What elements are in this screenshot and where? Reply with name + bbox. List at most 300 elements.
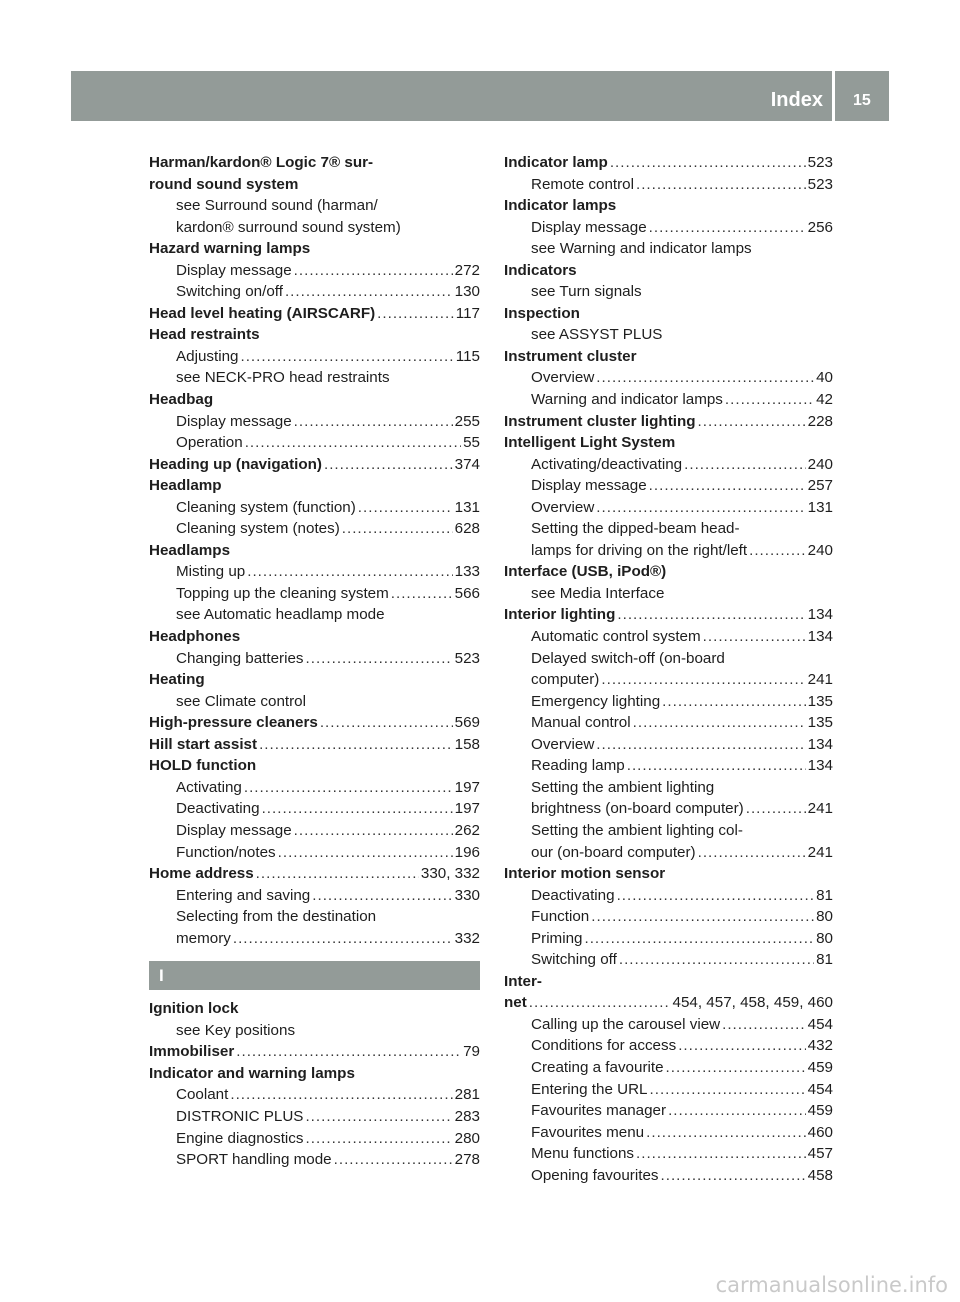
- entry-label: Activating/deactivating: [531, 455, 683, 473]
- index-subentry: [149, 497, 480, 519]
- entry-label: Interior motion sensor: [504, 865, 666, 883]
- index-entry: [504, 992, 833, 1014]
- entry-label: Entering the URL: [531, 1080, 648, 1098]
- index-subentry: [504, 712, 833, 734]
- index-entry: [149, 303, 480, 325]
- page-reference[interactable]: 278: [454, 1151, 480, 1169]
- page-reference[interactable]: 79: [463, 1043, 480, 1061]
- leader-dots: [334, 1149, 453, 1171]
- page-reference[interactable]: 523: [454, 649, 480, 667]
- leader-dots: [391, 583, 453, 605]
- entry-label: computer): [531, 671, 600, 689]
- entry-label: Adjusting: [176, 347, 239, 365]
- leader-dots: [610, 152, 806, 174]
- entry-label: Heating: [149, 671, 205, 689]
- entry-label: Head level heating (AIRSCARF): [149, 304, 376, 322]
- page-reference[interactable]: 566: [454, 584, 480, 602]
- index-subentry: [504, 755, 833, 777]
- entry-label: Display message: [531, 477, 647, 495]
- page-reference[interactable]: 158: [454, 735, 480, 753]
- leader-dots: [236, 1041, 461, 1063]
- index-subentry: [149, 432, 480, 454]
- leader-dots: [244, 777, 453, 799]
- index-subentry: [149, 604, 480, 626]
- index-subentry: [149, 648, 480, 670]
- leader-dots: [294, 820, 453, 842]
- page-reference[interactable]: 283: [454, 1107, 480, 1125]
- leader-dots: [636, 1143, 806, 1165]
- page-reference[interactable]: 330, 332: [420, 865, 480, 883]
- entry-label: Calling up the carousel view: [531, 1015, 721, 1033]
- index-subentry: [149, 885, 480, 907]
- entry-label: Overview: [531, 369, 595, 387]
- entry-label: Emergency lighting: [531, 692, 661, 710]
- entry-label: Entering and saving: [176, 886, 311, 904]
- entry-label: Setting the ambient lighting col-: [531, 821, 743, 839]
- index-subentry: [504, 885, 833, 907]
- index-subentry: [149, 411, 480, 433]
- entry-label: see Media Interface: [531, 584, 665, 602]
- leader-dots: [247, 561, 452, 583]
- page-reference[interactable]: 241: [807, 843, 833, 861]
- page-reference[interactable]: 240: [807, 541, 833, 559]
- index-entry: [504, 303, 833, 325]
- entry-label: Changing batteries: [176, 649, 304, 667]
- index-entry: [149, 152, 480, 174]
- page-reference[interactable]: 134: [807, 735, 833, 753]
- leader-dots: [725, 389, 814, 411]
- entry-label: Display message: [176, 412, 292, 430]
- index-entry: [504, 346, 833, 368]
- page-reference[interactable]: 228: [807, 412, 833, 430]
- index-entry: [504, 152, 833, 174]
- page-reference[interactable]: 133: [454, 563, 480, 581]
- page-reference[interactable]: 240: [807, 455, 833, 473]
- index-subentry: [504, 798, 833, 820]
- entry-label: High-pressure cleaners: [149, 714, 318, 732]
- leader-dots: [596, 367, 814, 389]
- leader-dots: [240, 346, 453, 368]
- index-subentry: [149, 281, 480, 303]
- page-reference[interactable]: 432: [807, 1037, 833, 1055]
- index-subentry: [504, 1100, 833, 1122]
- index-subentry: [149, 1128, 480, 1150]
- index-subentry: [149, 1106, 480, 1128]
- entry-label: Opening favourites: [531, 1166, 659, 1184]
- page-reference[interactable]: 332: [454, 929, 480, 947]
- entry-label: see ASSYST PLUS: [531, 326, 663, 344]
- leader-dots: [591, 906, 814, 928]
- index-entry: [504, 561, 833, 583]
- index-subentry: [149, 583, 480, 605]
- index-subentry: [504, 949, 833, 971]
- entry-label: Reading lamp: [531, 757, 625, 775]
- leader-dots: [377, 303, 454, 325]
- leader-dots: [262, 798, 453, 820]
- leader-dots: [305, 1106, 452, 1128]
- page-reference[interactable]: 134: [807, 628, 833, 646]
- index-subentry: [149, 842, 480, 864]
- entry-label: Function/notes: [176, 843, 276, 861]
- page-reference[interactable]: 454: [807, 1080, 833, 1098]
- leader-dots: [722, 1014, 806, 1036]
- entry-label: see Turn signals: [531, 283, 642, 301]
- index-subentry: [504, 217, 833, 239]
- page-reference[interactable]: 569: [454, 714, 480, 732]
- index-entry: [149, 475, 480, 497]
- entry-label: Instrument cluster: [504, 347, 637, 365]
- entry-label: Manual control: [531, 714, 631, 732]
- index-subentry: [149, 518, 480, 540]
- index-subentry: [149, 260, 480, 282]
- leader-dots: [627, 755, 806, 777]
- entry-label: Remote control: [531, 175, 634, 193]
- entry-label: see Key positions: [176, 1021, 296, 1039]
- index-entry: [149, 324, 480, 346]
- entry-label: Immobiliser: [149, 1043, 235, 1061]
- index-column-left: [149, 152, 480, 1171]
- index-entry: [149, 540, 480, 562]
- entry-label: Setting the dipped-beam head-: [531, 520, 740, 538]
- leader-dots: [650, 1079, 806, 1101]
- leader-dots: [698, 842, 806, 864]
- entry-label: Display message: [176, 261, 292, 279]
- leader-dots: [617, 604, 805, 626]
- index-subentry: [149, 217, 480, 239]
- index-entry: [149, 238, 480, 260]
- leader-dots: [661, 1165, 806, 1187]
- index-subentry: [149, 1020, 480, 1042]
- index-entry: [149, 174, 480, 196]
- index-subentry: [149, 798, 480, 820]
- index-subentry: [504, 1122, 833, 1144]
- index-entry: [149, 389, 480, 411]
- leader-dots: [746, 798, 806, 820]
- index-subentry: [149, 561, 480, 583]
- entry-label: Automatic control system: [531, 628, 701, 646]
- index-entry: [504, 863, 833, 885]
- index-subentry: [504, 389, 833, 411]
- entry-label: Indicator lamps: [504, 197, 617, 215]
- leader-dots: [596, 497, 805, 519]
- leader-dots: [646, 1122, 806, 1144]
- index-subentry: [504, 820, 833, 842]
- entry-label: Interface (USB, iPod®): [504, 563, 667, 581]
- entry-label: brightness (on-board computer): [531, 800, 744, 818]
- index-subentry: [149, 1149, 480, 1171]
- leader-dots: [649, 475, 806, 497]
- page-reference[interactable]: 459: [807, 1058, 833, 1076]
- page-reference[interactable]: 40: [816, 369, 833, 387]
- entry-label: Indicators: [504, 261, 577, 279]
- leader-dots: [230, 1084, 452, 1106]
- index-subentry: [504, 367, 833, 389]
- entry-label: see Warning and indicator lamps: [531, 240, 752, 258]
- page-reference[interactable]: 628: [454, 520, 480, 538]
- page-reference[interactable]: 197: [454, 778, 480, 796]
- page-reference[interactable]: 81: [816, 951, 833, 969]
- leader-dots: [256, 863, 419, 885]
- page-reference[interactable]: 241: [807, 800, 833, 818]
- entry-label: Intelligent Light System: [504, 434, 676, 452]
- index-entry: [149, 669, 480, 691]
- index-entry: [504, 971, 833, 993]
- page-reference[interactable]: 55: [463, 434, 480, 452]
- entry-label: Operation: [176, 434, 243, 452]
- leader-dots: [698, 411, 806, 433]
- entry-label: Instrument cluster lighting: [504, 412, 696, 430]
- index-subentry: [504, 906, 833, 928]
- index-entry: [504, 260, 833, 282]
- index-subentry: [504, 691, 833, 713]
- leader-dots: [584, 928, 814, 950]
- page-reference[interactable]: 374: [454, 455, 480, 473]
- entry-label: Conditions for access: [531, 1037, 677, 1055]
- index-subentry: [504, 1079, 833, 1101]
- leader-dots: [617, 885, 815, 907]
- leader-dots: [633, 712, 806, 734]
- entry-label: Indicator and warning lamps: [149, 1064, 355, 1082]
- entry-label: Headlamps: [149, 541, 231, 559]
- page-reference[interactable]: 115: [455, 347, 480, 365]
- leader-dots: [285, 281, 453, 303]
- leader-dots: [312, 885, 452, 907]
- index-subentry: [149, 906, 480, 928]
- entry-label: Misting up: [176, 563, 246, 581]
- index-subentry: [504, 626, 833, 648]
- index-subentry: [504, 281, 833, 303]
- leader-dots: [601, 669, 805, 691]
- index-entry: [149, 998, 480, 1020]
- page-reference[interactable]: 272: [454, 261, 480, 279]
- leader-dots: [306, 1128, 453, 1150]
- entry-label: Headbag: [149, 391, 214, 409]
- page-reference[interactable]: 196: [454, 843, 480, 861]
- index-entry: [149, 755, 480, 777]
- entry-label: Heading up (navigation): [149, 455, 322, 473]
- entry-label: lamps for driving on the right/left: [531, 541, 748, 559]
- entry-label: Inspection: [504, 304, 580, 322]
- entry-label: Overview: [531, 735, 595, 753]
- page-reference[interactable]: 454: [807, 1015, 833, 1033]
- index-subentry: [504, 1143, 833, 1165]
- leader-dots: [320, 712, 453, 734]
- index-subentry: [504, 497, 833, 519]
- entry-label: Favourites menu: [531, 1123, 645, 1141]
- entry-label: Head restraints: [149, 326, 260, 344]
- page-reference[interactable]: 257: [807, 477, 833, 495]
- index-subentry: [504, 238, 833, 260]
- page-reference[interactable]: 135: [807, 692, 833, 710]
- index-subentry: [504, 1165, 833, 1187]
- page-reference[interactable]: 281: [454, 1086, 480, 1104]
- index-subentry: [504, 454, 833, 476]
- entry-label: Cleaning system (notes): [176, 520, 340, 538]
- index-entry: [504, 195, 833, 217]
- page-reference[interactable]: 81: [816, 886, 833, 904]
- index-subentry: [504, 648, 833, 670]
- page-reference[interactable]: 255: [454, 412, 480, 430]
- page-reference[interactable]: 458: [807, 1166, 833, 1184]
- entry-label: Function: [531, 908, 590, 926]
- section-title: Index: [770, 89, 823, 111]
- header-bar: [71, 71, 889, 121]
- page-reference[interactable]: 241: [807, 671, 833, 689]
- page-reference[interactable]: 454, 457, 458, 459, 460: [672, 994, 833, 1012]
- index-subentry: [504, 540, 833, 562]
- entry-label: Display message: [531, 218, 647, 236]
- index-subentry: [149, 928, 480, 950]
- leader-dots: [649, 217, 806, 239]
- entry-label: our (on-board computer): [531, 843, 696, 861]
- entry-label: Priming: [531, 929, 583, 947]
- entry-label: Interior lighting: [504, 606, 616, 624]
- page-reference[interactable]: 330: [454, 886, 480, 904]
- index-subentry: [504, 669, 833, 691]
- index-entry: [149, 1041, 480, 1063]
- entry-label: Selecting from the destination: [176, 908, 377, 926]
- index-entry: [149, 1063, 480, 1085]
- entry-label: Favourites manager: [531, 1102, 667, 1120]
- entry-label: Deactivating: [176, 800, 260, 818]
- entry-label: Coolant: [176, 1086, 229, 1104]
- leader-dots: [662, 691, 805, 713]
- entry-label: Topping up the cleaning system: [176, 584, 389, 602]
- page-reference[interactable]: 135: [807, 714, 833, 732]
- index-subentry: [504, 1057, 833, 1079]
- leader-dots: [278, 842, 453, 864]
- leader-dots: [619, 949, 814, 971]
- leader-dots: [636, 174, 806, 196]
- index-entry: [149, 863, 480, 885]
- entry-label: see Climate control: [176, 692, 306, 710]
- page-number: 15: [853, 92, 871, 109]
- index-entry: [504, 432, 833, 454]
- page-reference[interactable]: 80: [816, 908, 833, 926]
- entry-label: HOLD function: [149, 757, 257, 775]
- entry-label: Menu functions: [531, 1145, 634, 1163]
- entry-label: Display message: [176, 821, 292, 839]
- entry-label: Switching on/off: [176, 283, 283, 301]
- index-subentry: [504, 324, 833, 346]
- entry-label: round sound system: [149, 175, 299, 193]
- leader-dots: [245, 432, 461, 454]
- entry-label: Headphones: [149, 628, 241, 646]
- entry-label: see Surround sound (harman/: [176, 197, 378, 215]
- page-reference[interactable]: 134: [807, 757, 833, 775]
- page-reference[interactable]: 256: [807, 218, 833, 236]
- leader-dots: [678, 1035, 805, 1057]
- index-subentry: [149, 1084, 480, 1106]
- entry-label: Inter-: [504, 972, 542, 990]
- entry-label: Setting the ambient lighting: [531, 778, 715, 796]
- entry-label: Indicator lamp: [504, 154, 608, 171]
- watermark: carmanualsonline.info: [715, 1273, 948, 1297]
- page-reference[interactable]: 42: [816, 391, 833, 409]
- section-letter-bar: I: [149, 961, 480, 990]
- index-subentry: [504, 1035, 833, 1057]
- page-reference[interactable]: 131: [454, 498, 480, 516]
- leader-dots: [342, 518, 453, 540]
- entry-label: Home address: [149, 865, 254, 883]
- page-reference[interactable]: 459: [807, 1102, 833, 1120]
- index-subentry: [504, 842, 833, 864]
- entry-label: net: [504, 994, 527, 1012]
- index-subentry: [504, 583, 833, 605]
- index-list-left-after: [149, 998, 480, 1170]
- entry-label: Hill start assist: [149, 735, 258, 753]
- leader-dots: [233, 928, 453, 950]
- entry-label: Creating a favourite: [531, 1058, 664, 1076]
- leader-dots: [529, 992, 671, 1014]
- page-reference[interactable]: 134: [807, 606, 833, 624]
- entry-label: memory: [176, 929, 231, 947]
- leader-dots: [703, 626, 806, 648]
- page-reference[interactable]: 457: [807, 1145, 833, 1163]
- index-subentry: [504, 518, 833, 540]
- entry-label: Switching off: [531, 951, 617, 969]
- entry-label: see Automatic headlamp mode: [176, 606, 385, 624]
- page-reference[interactable]: 197: [454, 800, 480, 818]
- entry-label: DISTRONIC PLUS: [176, 1107, 304, 1125]
- leader-dots: [596, 734, 805, 756]
- entry-label: Cleaning system (function): [176, 498, 356, 516]
- page-reference[interactable]: 117: [455, 304, 480, 322]
- leader-dots: [259, 734, 453, 756]
- leader-dots: [294, 411, 453, 433]
- index-entry: [149, 454, 480, 476]
- entry-label: SPORT handling mode: [176, 1151, 332, 1169]
- index-subentry: [149, 346, 480, 368]
- page-reference[interactable]: 460: [807, 1123, 833, 1141]
- index-subentry: [149, 367, 480, 389]
- leader-dots: [294, 260, 453, 282]
- index-subentry: [504, 734, 833, 756]
- header-divider: [832, 71, 835, 121]
- entry-label: see NECK-PRO head restraints: [176, 369, 390, 387]
- index-entry: [504, 411, 833, 433]
- page-reference[interactable]: 262: [454, 821, 480, 839]
- index-subentry: [504, 1014, 833, 1036]
- leader-dots: [684, 454, 806, 476]
- entry-label: Overview: [531, 498, 595, 516]
- index-subentry: [149, 777, 480, 799]
- index-entry: [504, 604, 833, 626]
- index-subentry: [504, 777, 833, 799]
- index-entry: [149, 712, 480, 734]
- page-reference[interactable]: 80: [816, 929, 833, 947]
- entry-label: Ignition lock: [149, 1000, 239, 1018]
- leader-dots: [666, 1057, 806, 1079]
- page-reference[interactable]: 130: [454, 283, 480, 301]
- index-column-right: [504, 152, 833, 1186]
- leader-dots: [358, 497, 453, 519]
- entry-label: Engine diagnostics: [176, 1129, 304, 1147]
- page-reference[interactable]: 523: [807, 175, 833, 193]
- entry-label: Deactivating: [531, 886, 615, 904]
- entry-label: kardon® surround sound system): [176, 218, 401, 236]
- index-entry: [149, 626, 480, 648]
- page-reference[interactable]: 523: [807, 154, 833, 171]
- leader-dots: [749, 540, 806, 562]
- index-list-right: [504, 152, 833, 1186]
- index-list-left: [149, 152, 480, 949]
- index-subentry: [149, 195, 480, 217]
- page-reference[interactable]: 131: [807, 498, 833, 516]
- entry-label: Headlamp: [149, 477, 222, 495]
- entry-label: Hazard warning lamps: [149, 240, 311, 258]
- page-reference[interactable]: 280: [454, 1129, 480, 1147]
